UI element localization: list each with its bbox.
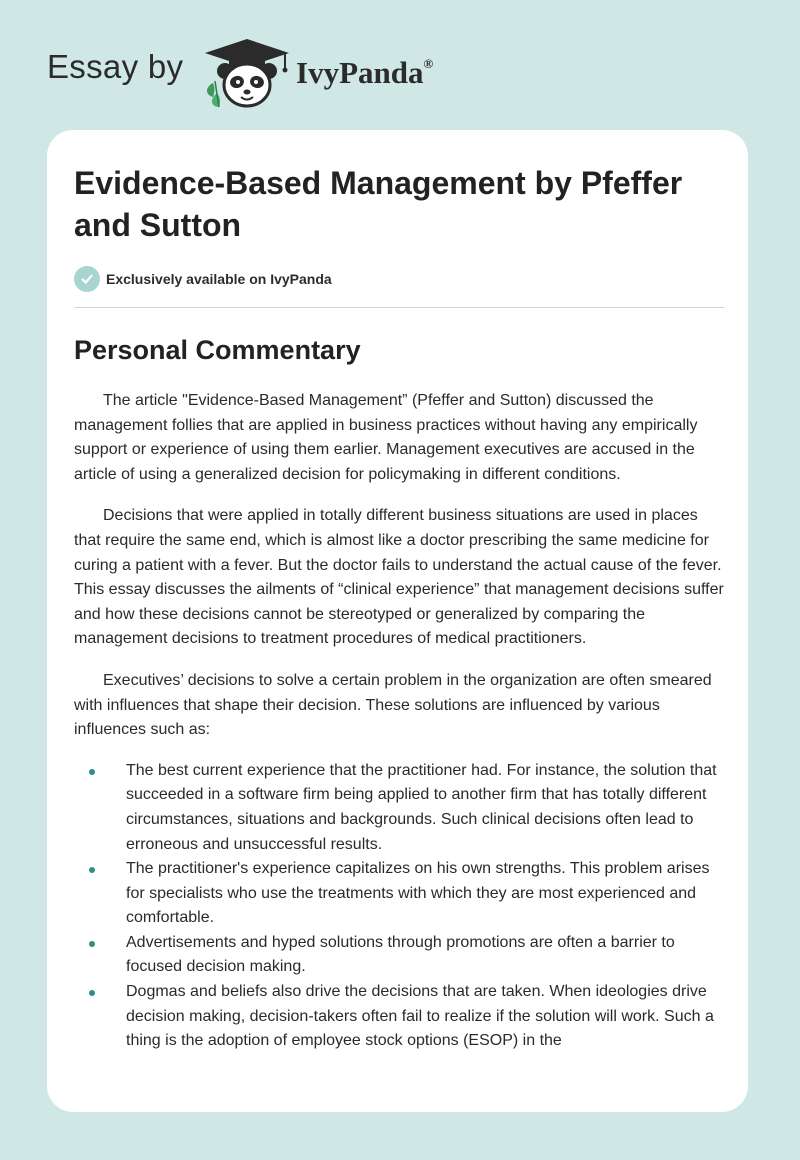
exclusive-badge xyxy=(74,265,724,293)
paragraph: The article "Evidence-Based Management” (Pfeffer and Sutton) discussed the management follies that are applied in business practices without having any empirically support or experience of using them earlier. Management executives are accused in the article of using a generalized decision for policymaking in different conditions. xyxy=(74,392,698,483)
paragraph: Decisions that were applied in totally different business situations are used in places that require the same end, which is almost like a doctor prescribing the same medicine for curing a patient with a fever. But the doctor fails to understand the actual cause of the fever. This essay discusses the ailments of “clinical experience” that management decisions suffer and how these decisions cannot be stereotyped or generalized by comparing the management decisions to treatment procedures of medical practitioners. xyxy=(74,507,724,648)
list-item-text: Advertisements and hyped solutions through promotions are often a barrier to focused decision making. xyxy=(126,933,675,976)
registered-mark: ® xyxy=(423,56,434,71)
bullet-icon xyxy=(89,867,95,873)
panda-logo-icon[interactable] xyxy=(201,37,293,109)
bullet-icon xyxy=(89,941,95,947)
list-item-text: The best current experience that the practitioner had. For instance, the solution that succeeded in a software firm being applied to another firm that has totally different circumstances, situations and backgrounds. Such clinical decisions often lead to erroneous and unsuccessful results. xyxy=(126,761,717,853)
list-item xyxy=(74,980,724,1054)
list-item xyxy=(74,857,724,931)
checkmark-icon xyxy=(74,266,100,292)
site-header xyxy=(0,0,800,130)
article-content xyxy=(74,162,724,1054)
essay-by-label: Essay by xyxy=(47,48,184,85)
influences-list xyxy=(74,759,724,1054)
list-item-text: Dogmas and beliefs also drive the decisions that are taken. When ideologies drive decision making, decision-takers often fail to realize if the solution will work. Such a thing is the adoption of employee stock options (ESOP) in the xyxy=(126,983,714,1050)
list-item-text: The practitioner's experience capitalizes on his own strengths. This problem arises for specialists who use the treatments with which they are most experienced and comfortable. xyxy=(126,860,710,927)
badge-text: Exclusively available on IvyPanda xyxy=(106,271,332,287)
article-title: Evidence-Based Management by Pfeffer and Sutton xyxy=(74,165,683,243)
list-item xyxy=(74,931,724,980)
divider xyxy=(74,307,724,308)
article-card xyxy=(47,130,748,1112)
list-item xyxy=(74,759,724,857)
bullet-icon xyxy=(89,769,95,775)
paragraph: Executives’ decisions to solve a certain problem in the organization are often smeared with influences that shape their decision. These solutions are influenced by various influences such as: xyxy=(74,671,712,739)
brand-name[interactable]: IvyPanda® xyxy=(296,55,434,90)
bullet-icon xyxy=(89,990,95,996)
section-heading: Personal Commentary xyxy=(74,335,361,365)
